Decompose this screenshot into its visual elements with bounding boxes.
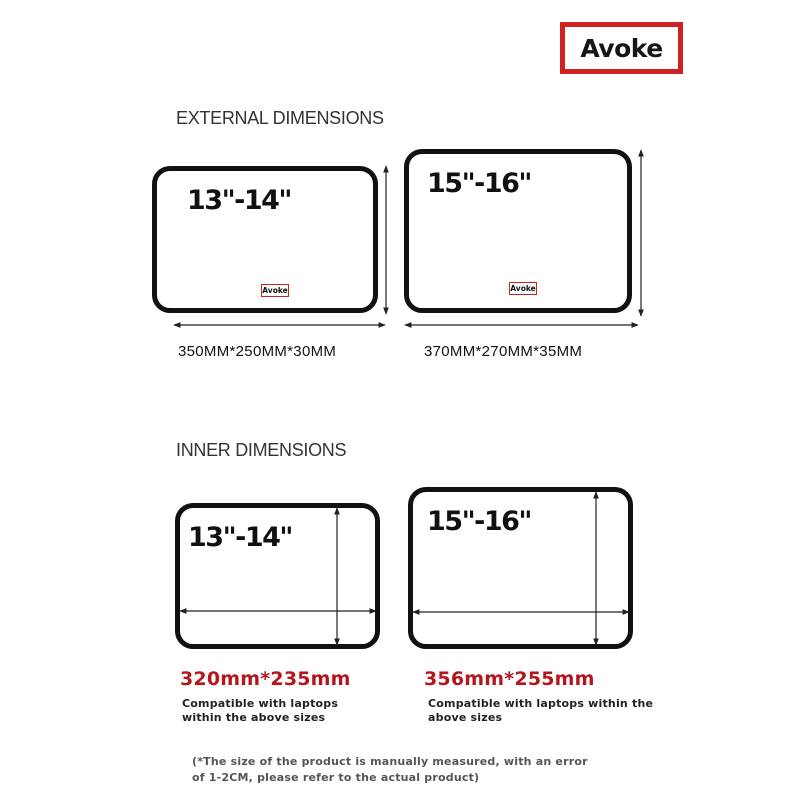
- inner-large-compat-text: [428, 697, 653, 725]
- inner-dimensions-title: INNER DIMENSIONS: [176, 440, 347, 460]
- inner-large-case: [408, 487, 633, 649]
- inner-small-compat-line2: within the above sizes: [182, 711, 326, 724]
- inner-large-compat-line1: Compatible with laptops within the: [428, 697, 654, 710]
- external-small-size-label: 13"-14": [187, 185, 291, 216]
- measurement-note-line2: of 1-2CM, please refer to the actual product): [192, 771, 480, 784]
- measurement-note: [192, 754, 632, 786]
- external-large-case: [404, 149, 632, 313]
- inner-small-compat-line1: Compatible with laptops: [182, 697, 339, 710]
- inner-small-compat-text: [182, 697, 338, 725]
- measurement-note-line1: (*The size of the product is manually measured, with an error: [192, 755, 588, 768]
- brand-logo-text: Avoke: [580, 33, 663, 63]
- inner-small-size-label: 13"-14": [188, 522, 292, 553]
- external-dimensions-title: EXTERNAL DIMENSIONS: [176, 108, 384, 128]
- inner-large-size-label: 15"-16": [427, 506, 531, 537]
- inner-small-measure: 320mm*235mm: [180, 668, 351, 690]
- external-small-mini-logo: Avoke: [262, 286, 288, 295]
- inner-large-measure: 356mm*255mm: [424, 668, 595, 690]
- external-large-size-label: 15"-16": [427, 168, 531, 199]
- external-large-measure: 370MM*270MM*35MM: [424, 343, 583, 360]
- external-small-case: [152, 166, 378, 313]
- inner-large-compat-line2: above sizes: [428, 711, 503, 724]
- brand-logo: [560, 22, 683, 74]
- external-small-measure: 350MM*250MM*30MM: [178, 343, 337, 360]
- inner-small-case: [175, 503, 380, 649]
- external-large-mini-logo: Avoke: [510, 284, 536, 293]
